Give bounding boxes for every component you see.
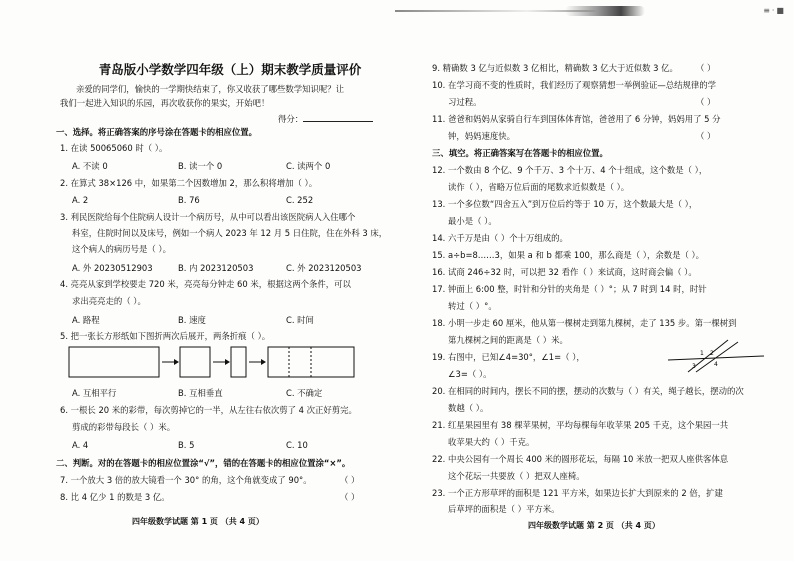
angle-label-3: 3 [692, 363, 696, 370]
angle-diagram [666, 338, 766, 374]
question-18-line-1: 18. 小明一步走 60 厘米，他从第一棵树走到第九棵树，走了 135 步。第一棵树到 [432, 318, 737, 328]
left-page [56, 0, 395, 561]
question-3-line-3: 这个病人的病历号是（ ）。 [72, 244, 171, 254]
exam-title: 青岛版小学数学四年级（上）期末教学质量评价 [98, 62, 362, 77]
question-21-line-1: 21. 红星果园里有 38 棵苹果树，平均每棵每年收苹果 205 千克，这个果园一共 [432, 420, 729, 430]
question-19-line-2: ∠3=（ ）。 [448, 369, 492, 379]
question-16: 16. 试商 246÷32 时，可以把 32 看作（ ）来试商，这时商会偏（ ）。 [432, 267, 697, 277]
q6-option-c: C. 10 [286, 440, 308, 450]
q3-option-c: C. 外 2023120503 [286, 263, 362, 273]
q2-option-a: A. 2 [72, 195, 89, 205]
question-7: 7. 一个放大 3 倍的放大镜看一个 30° 的角，这个角就变成了 90°。 [60, 475, 312, 485]
question-15: 15. a÷b=8……3，如果 a 和 b 都乘 100，那么商是（ ），余数是（ ）。 [432, 250, 705, 260]
section-1-heading: 一、选择。将正确答案的序号涂在答题卡的相应位置。 [56, 127, 257, 137]
intro-line-1: 亲爱的同学们，愉快的一学期快结束了，你又收获了哪些数学知识呢？让 [76, 84, 344, 94]
q4-option-b: B. 速度 [178, 315, 206, 325]
question-22-line-2: 这个花坛一共要放（ ）把双人座椅。 [448, 471, 585, 481]
paper-unfolded [69, 347, 159, 377]
question-2: 2. 在算式 38×126 中，如果第二个因数增加 2，那么积将增加（ ）。 [60, 178, 318, 188]
q5-option-a: A. 互相平行 [72, 388, 117, 398]
right-page-footer: 四年级数学试题 第 2 页 （共 4 页） [528, 521, 660, 530]
q3-option-a: A. 外 20230512903 [72, 263, 153, 273]
question-23-line-2: 后草坪的面积是（ ）平方米。 [448, 504, 560, 514]
score-field: 得分： [278, 113, 373, 125]
angle-label-2: 2 [710, 350, 714, 357]
q10-answer-paren: （ ） [696, 97, 716, 107]
question-9: 9. 精确数 3 亿与近似数 3 亿相比，精确数 3 亿大于近似数 3 亿。 [432, 63, 678, 73]
angle-label-4: 4 [714, 361, 718, 368]
paper-fold-diagram [68, 346, 358, 380]
question-6-line-2: 剪成的彩带每段长（ ）米。 [72, 422, 176, 432]
question-10-line-1: 10. 在学习商不变的性质时，我们经历了观察猜想一举例验证—总结规律的学 [432, 80, 716, 90]
q1-option-a: A. 不读 0 [72, 161, 108, 171]
q7-answer-paren: （ ） [340, 475, 360, 485]
q8-answer-paren: （ ） [340, 492, 360, 502]
question-11-line-1: 11. 爸爸和妈妈从家骑自行车到国体体育馆，爸爸用了 6 分钟，妈妈用了 5 分 [432, 114, 721, 124]
paper-folded-once [180, 347, 210, 377]
intro-line-2: 我们一起进入知识的乐园，再次收获你的果实，开始吧！ [60, 98, 270, 108]
question-3-line-1: 3. 利民医院给每个住院病人设计一个病历号，从中可以看出该医院病人入住哪个 [60, 212, 356, 222]
question-8: 8. 比 4 亿少 1 的数是 3 亿。 [60, 492, 170, 502]
arrow-2-head [225, 359, 230, 365]
paper-folded-twice [231, 347, 246, 377]
question-17-line-2: 转过（ ）°。 [448, 301, 497, 311]
question-11-line-2: 钟，妈妈速度快。 [448, 131, 515, 141]
question-13-line-2: 最小是（ ）。 [448, 216, 497, 226]
q4-option-c: C. 时间 [286, 315, 314, 325]
section-2-heading: 二、判断。对的在答题卡的相应位置涂“√”，错的在答题卡的相应位置涂“×”。 [56, 458, 351, 468]
question-18-line-2: 第九棵树之间的距离是（ ）米。 [448, 335, 568, 345]
q6-option-b: B. 5 [178, 440, 195, 450]
q1-option-b: B. 读一个 0 [178, 161, 223, 171]
q5-option-c: C. 不确定 [286, 388, 323, 398]
left-page-footer: 四年级数学试题 第 1 页 （共 4 页） [132, 517, 264, 526]
section-3-heading: 三、填空。将正确答案写在答题卡的相应位置。 [432, 148, 608, 158]
question-17-line-1: 17. 钟面上 6:00 整，时针和分针的夹角是（ ）°；从 7 时到 14 时，时针 [432, 284, 707, 294]
q6-option-a: A. 4 [72, 440, 89, 450]
question-19-line-1: 19. 右图中，已知∠4=30°，∠1=（ ）， [432, 352, 585, 362]
q3-option-b: B. 内 2023120503 [178, 263, 254, 273]
question-22-line-1: 22. 中央公园有一个周长 400 米的圆形花坛，每隔 10 米放一把双人座供客体息 [432, 454, 729, 464]
question-13-line-1: 13. 一个多位数“四舍五入”到万位后约等于 10 万，这个数最大是（ ）， [432, 199, 698, 209]
question-20-line-2: 数越（ ）。 [448, 403, 489, 413]
angle-label-1: 1 [700, 350, 704, 357]
question-21-line-2: 收苹果大约（ ）千克。 [448, 437, 535, 447]
q4-option-a: A. 路程 [72, 315, 100, 325]
question-1: 1. 在读 50065060 时（ ）。 [60, 143, 168, 153]
question-3-line-2: 科室，住院时间以及床号，例如一个病人 2023 年 12 月 5 日住院，住在外科 3 床， [72, 228, 388, 238]
corner-mark: ≡·■ [763, 6, 786, 15]
question-5: 5. 把一张长方形纸如下图折两次后展开，两条折痕（ ）。 [60, 331, 271, 341]
q1-option-c: C. 读两个 0 [286, 161, 331, 171]
question-4-line-1: 4. 亮亮从家到学校要走 720 米，亮亮每分钟走 60 米，根据这两个条件，可以 [60, 279, 351, 289]
question-6-line-1: 6. 一根长 20 米的彩带，每次剪掉它的一半，从左往右依次剪了 4 次正好剪完。 [60, 405, 357, 415]
q2-option-b: B. 76 [178, 195, 200, 205]
q9-answer-paren: （ ） [696, 63, 716, 73]
arrow-1-head [174, 359, 179, 365]
question-10-line-2: 习过程。 [448, 97, 482, 107]
question-23-line-1: 23. 一个正方形草坪的面积是 121 平方米，如果边长扩大到原来的 2 倍，扩建 [432, 488, 723, 498]
right-page [432, 0, 777, 561]
question-20-line-1: 20. 在相同的时间内，摆长不同的摆，摆动的次数与（ ）有关，绳子越长，摆动的次 [432, 386, 744, 396]
arrow-3-head [261, 359, 266, 365]
q2-option-c: C. 252 [286, 195, 314, 205]
question-12-line-1: 12. 一个数由 8 个亿、9 个千万、3 个十万、4 个十组成，这个数是（ ）， [432, 165, 708, 175]
question-4-line-2: 求出亮亮走的（ ）。 [72, 296, 146, 306]
q11-answer-paren: （ ） [696, 131, 716, 141]
question-12-line-2: 读作（ ），省略万位后面的尾数求近似数是（ ）。 [448, 182, 630, 192]
q5-option-b: B. 互相垂直 [178, 388, 223, 398]
question-14: 14. 六千万是由（ ）个十万组成的。 [432, 233, 568, 243]
